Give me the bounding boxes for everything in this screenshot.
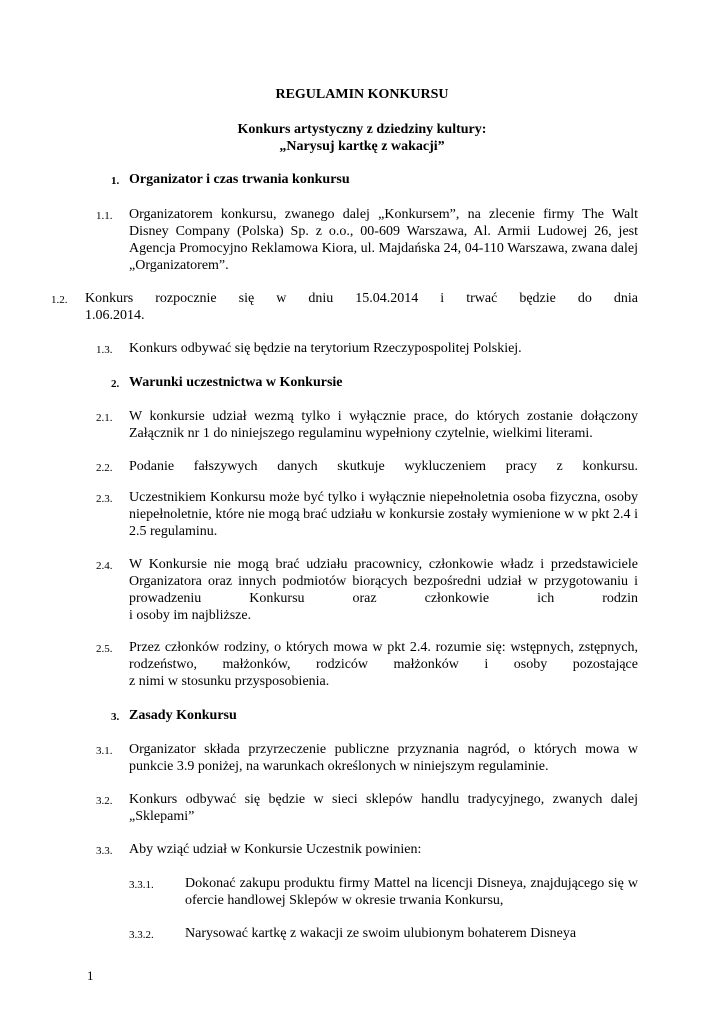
item-text-line: 1.06.2014. — [85, 308, 145, 323]
item-text: Dokonać zakupu produktu firmy Mattel na licencji Disneya, znajdującego się w ofercie handlowej Sklepów w okresie trwania Konkursu, — [185, 876, 638, 908]
section-number: 1. — [111, 175, 120, 187]
item-text: Konkurs odbywać się będzie w sieci sklepów handlu tradycyjnego, zwanych dalej „Sklepami” — [129, 792, 638, 824]
item-text-line: z nimi w stosunku przysposobienia. — [129, 674, 330, 689]
item-number: 3.2. — [96, 795, 113, 807]
item-number: 2.3. — [96, 493, 113, 505]
item-text-line: prowadzeniu Konkursu oraz członkowie ich rodzin — [129, 591, 638, 606]
item-text-line: W Konkursie nie mogą brać udziału pracownicy, członkowie władz i przedstawiciele — [129, 557, 638, 572]
item-text: Uczestnikiem Konkursu może być tylko i wyłącznie niepełnoletnia osoba fizyczna, osoby niepełnoletnie, które nie mogą brać udziału w konkursie zostały wymienione w w pkt 2.4 i 2.5 regulaminu. — [129, 490, 638, 539]
item-number: 2.5. — [96, 643, 113, 655]
item-number: 3.3. — [96, 845, 113, 857]
subtitle-line-1: Konkurs artystyczny z dziedziny kultury: — [237, 122, 487, 137]
section-heading: Organizator i czas trwania konkursu — [129, 172, 350, 187]
item-number: 1.3. — [96, 344, 113, 356]
item-text: Organizatorem konkursu, zwanego dalej „Konkursem”, na zlecenie firmy The Walt Disney Company (Polska) Sp. z o.o., 00-609 Warszawa, Al. Armii Ludowej 26, jest Agencja Promocyjno Reklamowa Kiora, ul. Majdańska 24, 04-110 Warszawa, zwana dalej „Organizatorem”. — [129, 207, 638, 273]
item-text-line: rodzeństwo, małżonków, rodziców małżonków i osoby pozostające — [129, 657, 638, 672]
item-number: 2.2. — [96, 462, 113, 474]
item-text: Aby wziąć udział w Konkursie Uczestnik powinien: — [129, 842, 422, 857]
item-text: Konkurs odbywać się będzie na terytorium Rzeczypospolitej Polskiej. — [129, 341, 522, 356]
item-text — [85, 290, 638, 324]
item-text-line: Organizatora oraz innych podmiotów biorących bezpośredni udział w przygotowaniu i — [129, 574, 638, 589]
section-number: 3. — [111, 711, 120, 723]
item-number: 1.1. — [96, 210, 113, 222]
item-number: 3.3.1. — [129, 879, 154, 891]
item-text-line: Konkurs rozpocznie się w dniu 15.04.2014 i trwać będzie do dnia — [85, 291, 638, 306]
item-text: Organizator składa przyrzeczenie publiczne przyznania nagród, o których mowa w punkcie 3.9 poniżej, na warunkach określonych w niniejszym regulaminie. — [129, 742, 638, 774]
item-text: Narysować kartkę z wakacji ze swoim ulubionym bohaterem Disneya — [185, 926, 577, 941]
item-text-line: Przez członków rodziny, o których mowa w pkt 2.4. rozumie się: wstępnych, zstępnych, — [129, 640, 638, 655]
item-number: 3.3.2. — [129, 929, 154, 941]
section-number: 2. — [111, 378, 120, 390]
item-number: 1.2. — [51, 294, 68, 306]
item-text: W konkursie udział wezmą tylko i wyłącznie prace, do których zostanie dołączony Załącznik nr 1 do niniejszego regulaminu wypełniony czytelnie, wielkimi literami. — [129, 409, 638, 441]
document-title: REGULAMIN KONKURSU — [275, 87, 449, 102]
item-number: 2.4. — [96, 560, 113, 572]
item-text — [129, 639, 638, 690]
item-number: 3.1. — [96, 745, 113, 757]
item-number: 2.1. — [96, 412, 113, 424]
item-text-line: i osoby im najbliższe. — [129, 608, 252, 623]
item-text — [129, 556, 638, 624]
section-heading: Warunki uczestnictwa w Konkursie — [129, 375, 343, 390]
item-text: Podanie fałszywych danych skutkuje wykluczeniem pracy z konkursu. — [129, 459, 638, 474]
page-number: 1 — [87, 968, 94, 983]
subtitle-line-2: „Narysuj kartkę z wakacji” — [279, 139, 445, 154]
section-heading: Zasady Konkursu — [129, 708, 237, 723]
